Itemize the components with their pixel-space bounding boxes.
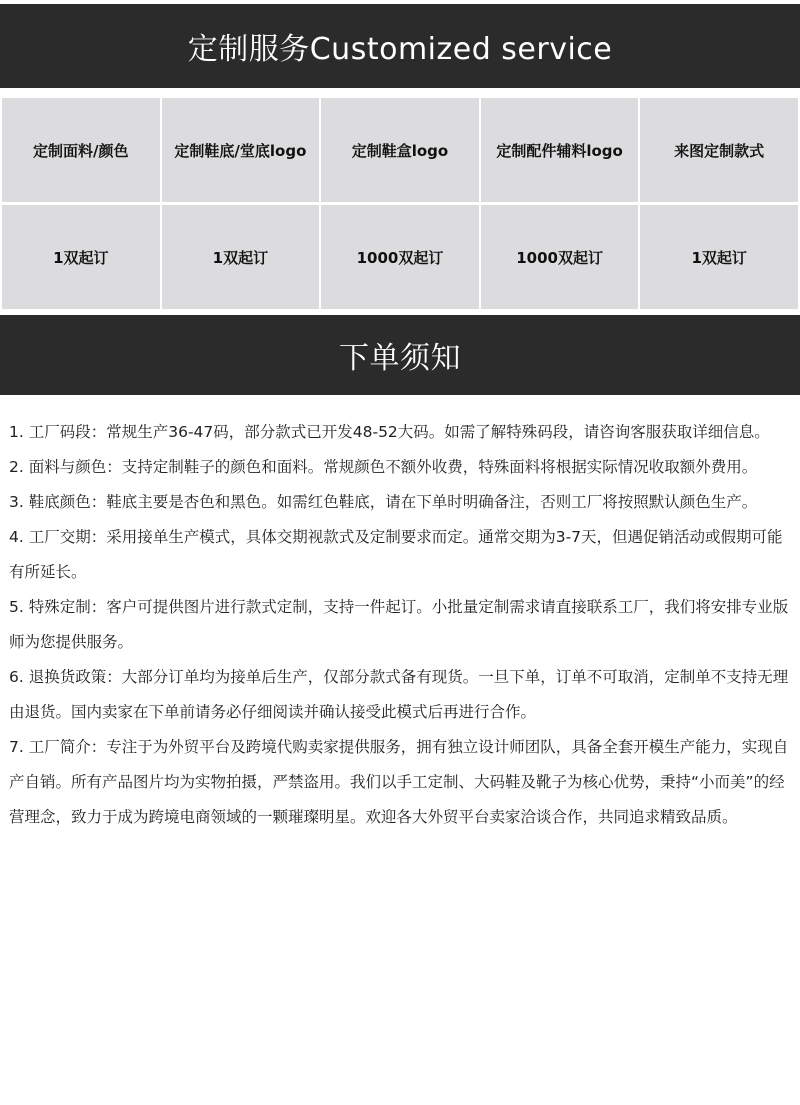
note-item: 4. 工厂交期：采用接单生产模式，具体交期视款式及定制要求而定。通常交期为3-7天，但遇促销活动或假期可能有所延长。 [9,528,783,581]
service-table [0,98,800,309]
table-header-row [2,98,798,202]
table-value-cell: 1双起订 [640,205,798,309]
table-header-cell: 定制配件辅料logo [481,98,639,202]
banner-title: 定制服务Customized service [187,32,613,67]
customized-service-banner [0,4,800,88]
table-header-cell: 定制面料/颜色 [2,98,160,202]
note-item: 3. 鞋底颜色：鞋底主要是杏色和黑色。如需红色鞋底，请在下单时明确备注，否则工厂将按照默认颜色生产。 [9,493,758,511]
note-item: 7. 工厂简介：专注于为外贸平台及跨境代购卖家提供服务，拥有独立设计师团队，具备全套开模生产能力，实现自产自销。所有产品图片均为实物拍摄，严禁盗用。我们以手工定制、大码鞋及靴子为核心优势，秉持“小而美”的经营理念，致力于成为跨境电商领域的一颗璀璨明星。欢迎各大外贸平台卖家洽谈合作，共同追求精致品质。 [9,738,789,826]
order-notice-title: 下单须知 [339,341,461,376]
table-value-cell: 1000双起订 [481,205,639,309]
note-item: 1. 工厂码段：常规生产36-47码，部分款式已开发48-52大码。如需了解特殊码段，请咨询客服获取详细信息。 [9,423,770,441]
table-value-cell: 1000双起订 [321,205,479,309]
note-item: 2. 面料与颜色：支持定制鞋子的颜色和面料。常规颜色不额外收费，特殊面料将根据实际情况收取额外费用。 [9,458,758,476]
note-item: 5. 特殊定制：客户可提供图片进行款式定制，支持一件起订。小批量定制需求请直接联系工厂，我们将安排专业版师为您提供服务。 [9,598,789,651]
table-value-row [2,205,798,309]
note-item: 6. 退换货政策：大部分订单均为接单后生产，仅部分款式备有现货。一旦下单，订单不可取消，定制单不支持无理由退货。国内卖家在下单前请务必仔细阅读并确认接受此模式后再进行合作。 [9,668,789,721]
service-table-section [0,88,800,315]
table-header-cell: 来图定制款式 [640,98,798,202]
table-header-cell: 定制鞋底/堂底logo [162,98,320,202]
table-header-cell: 定制鞋盒logo [321,98,479,202]
order-notes [0,395,800,835]
table-value-cell: 1双起订 [162,205,320,309]
table-value-cell: 1双起订 [2,205,160,309]
order-notice-banner [0,315,800,395]
